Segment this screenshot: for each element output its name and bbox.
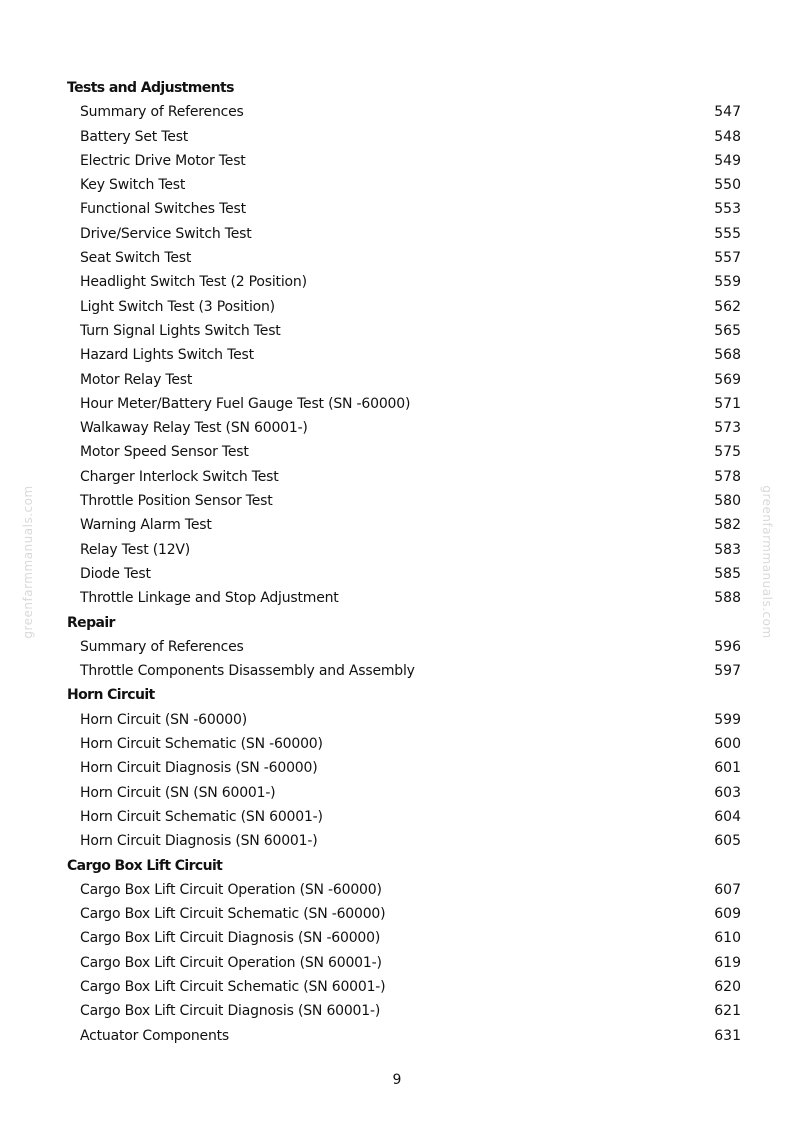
toc-entry[interactable] [0,368,794,392]
entry-title: Warning Alarm Test [80,517,212,534]
toc-entry[interactable] [0,926,794,950]
toc-section-heading [0,683,794,707]
watermark-right: greenfarmmanuals.com [760,485,774,639]
entry-title: Horn Circuit Schematic (SN 60001-) [80,808,323,825]
entry-title: Cargo Box Lift Circuit Operation (SN -60000) [80,881,382,898]
toc-entry[interactable] [0,392,794,416]
entry-page-number: 571 [714,395,741,412]
toc-entry[interactable] [0,440,794,464]
toc-entry[interactable] [0,538,794,562]
entry-page-number: 575 [714,444,741,461]
entry-title: Actuator Components [80,1027,230,1044]
entry-title: Drive/Service Switch Test [80,225,252,242]
toc-entry[interactable] [0,975,794,999]
entry-title: Summary of References [80,638,244,655]
toc-entry[interactable] [0,829,794,853]
entry-page-number: 549 [714,152,741,169]
entry-page-number: 603 [714,784,741,801]
toc-entry[interactable] [0,343,794,367]
entry-page-number: 604 [714,808,741,825]
section-title: Cargo Box Lift Circuit [67,857,223,874]
entry-page-number: 557 [714,250,741,267]
entry-title: Walkaway Relay Test (SN 60001-) [80,420,308,437]
entry-page-number: 565 [714,322,741,339]
entry-page-number: 550 [714,177,741,194]
entry-page-number: 559 [714,274,741,291]
entry-page-number: 568 [714,347,741,364]
entry-page-number: 583 [714,541,741,558]
entry-page-number: 607 [714,881,741,898]
entry-page-number: 573 [714,420,741,437]
entry-title: Functional Switches Test [80,201,246,218]
entry-title: Cargo Box Lift Circuit Schematic (SN 60001-) [80,978,386,995]
toc-entry[interactable] [0,416,794,440]
entry-title: Seat Switch Test [80,250,192,267]
entry-page-number: 548 [714,128,741,145]
entry-page-number: 580 [714,493,741,510]
section-title: Tests and Adjustments [67,80,234,96]
toc-entry[interactable] [0,319,794,343]
entry-page-number: 562 [714,298,741,315]
toc-entry[interactable] [0,586,794,610]
entry-page-number: 610 [714,930,741,947]
toc-entry[interactable] [0,100,794,124]
entry-title: Diode Test [80,565,151,582]
entry-title: Throttle Position Sensor Test [80,493,273,510]
toc-entry[interactable] [0,125,794,149]
entry-title: Horn Circuit (SN -60000) [80,711,247,728]
toc-entry[interactable] [0,173,794,197]
entry-page-number: 601 [714,760,741,777]
entry-title: Horn Circuit Diagnosis (SN -60000) [80,760,318,777]
entry-page-number: 569 [714,371,741,388]
toc-entry[interactable] [0,635,794,659]
entry-page-number: 582 [714,517,741,534]
toc-entry[interactable] [0,1024,794,1048]
entry-title: Headlight Switch Test (2 Position) [80,274,307,291]
toc-entry[interactable] [0,732,794,756]
toc-entry[interactable] [0,246,794,270]
entry-title: Summary of References [80,104,244,121]
toc-entry[interactable] [0,951,794,975]
entry-title: Cargo Box Lift Circuit Operation (SN 60001-) [80,954,382,971]
entry-page-number: 621 [714,1003,741,1020]
toc-entry[interactable] [0,149,794,173]
toc-entry[interactable] [0,270,794,294]
toc-section-heading [0,76,794,100]
entry-page-number: 599 [714,711,741,728]
toc-entry[interactable] [0,489,794,513]
entry-title: Cargo Box Lift Circuit Diagnosis (SN -60000) [80,930,381,947]
entry-page-number: 620 [714,978,741,995]
toc-entry[interactable] [0,295,794,319]
entry-page-number: 605 [714,833,741,850]
entry-title: Horn Circuit (SN (SN 60001-) [80,784,276,801]
toc-entry[interactable] [0,513,794,537]
entry-title: Relay Test (12V) [80,541,191,558]
entry-title: Charger Interlock Switch Test [80,468,279,485]
toc-entry[interactable] [0,902,794,926]
entry-page-number: 553 [714,201,741,218]
entry-page-number: 547 [714,104,741,121]
entry-page-number: 585 [714,565,741,582]
entry-title: Light Switch Test (3 Position) [80,298,275,315]
table-of-contents [0,76,794,1048]
entry-title: Motor Speed Sensor Test [80,444,249,461]
entry-title: Key Switch Test [80,177,186,194]
entry-title: Motor Relay Test [80,371,193,388]
entry-page-number: 555 [714,225,741,242]
entry-title: Electric Drive Motor Test [80,152,246,169]
entry-page-number: 600 [714,736,741,753]
page-number: 9 [392,1072,402,1088]
entry-title: Cargo Box Lift Circuit Diagnosis (SN 60001-) [80,1003,381,1020]
entry-title: Cargo Box Lift Circuit Schematic (SN -60000) [80,906,386,923]
entry-page-number: 588 [714,590,741,607]
entry-title: Horn Circuit Schematic (SN -60000) [80,736,323,753]
entry-page-number: 596 [714,638,741,655]
section-title: Horn Circuit [67,687,155,704]
toc-entry[interactable] [0,708,794,732]
entry-page-number: 578 [714,468,741,485]
entry-page-number: 597 [714,663,741,680]
toc-section-heading [0,854,794,878]
toc-entry[interactable] [0,756,794,780]
entry-title: Throttle Linkage and Stop Adjustment [80,590,339,607]
toc-entry[interactable] [0,465,794,489]
watermark-left: greenfarmmanuals.com [21,485,35,639]
toc-section-heading [0,611,794,635]
toc-entry[interactable] [0,999,794,1023]
entry-page-number: 631 [714,1027,741,1044]
entry-title: Hour Meter/Battery Fuel Gauge Test (SN -60000) [80,395,411,412]
entry-title: Turn Signal Lights Switch Test [80,322,281,339]
toc-entry[interactable] [0,222,794,246]
entry-title: Horn Circuit Diagnosis (SN 60001-) [80,833,318,850]
toc-entry[interactable] [0,562,794,586]
entry-title: Battery Set Test [80,128,189,145]
entry-title: Hazard Lights Switch Test [80,347,254,364]
toc-entry[interactable] [0,878,794,902]
entry-page-number: 619 [714,954,741,971]
entry-title: Throttle Components Disassembly and Assembly [80,663,415,680]
entry-page-number: 609 [714,906,741,923]
section-title: Repair [67,614,115,631]
toc-entry[interactable] [0,659,794,683]
toc-entry[interactable] [0,197,794,221]
toc-entry[interactable] [0,781,794,805]
toc-entry[interactable] [0,805,794,829]
